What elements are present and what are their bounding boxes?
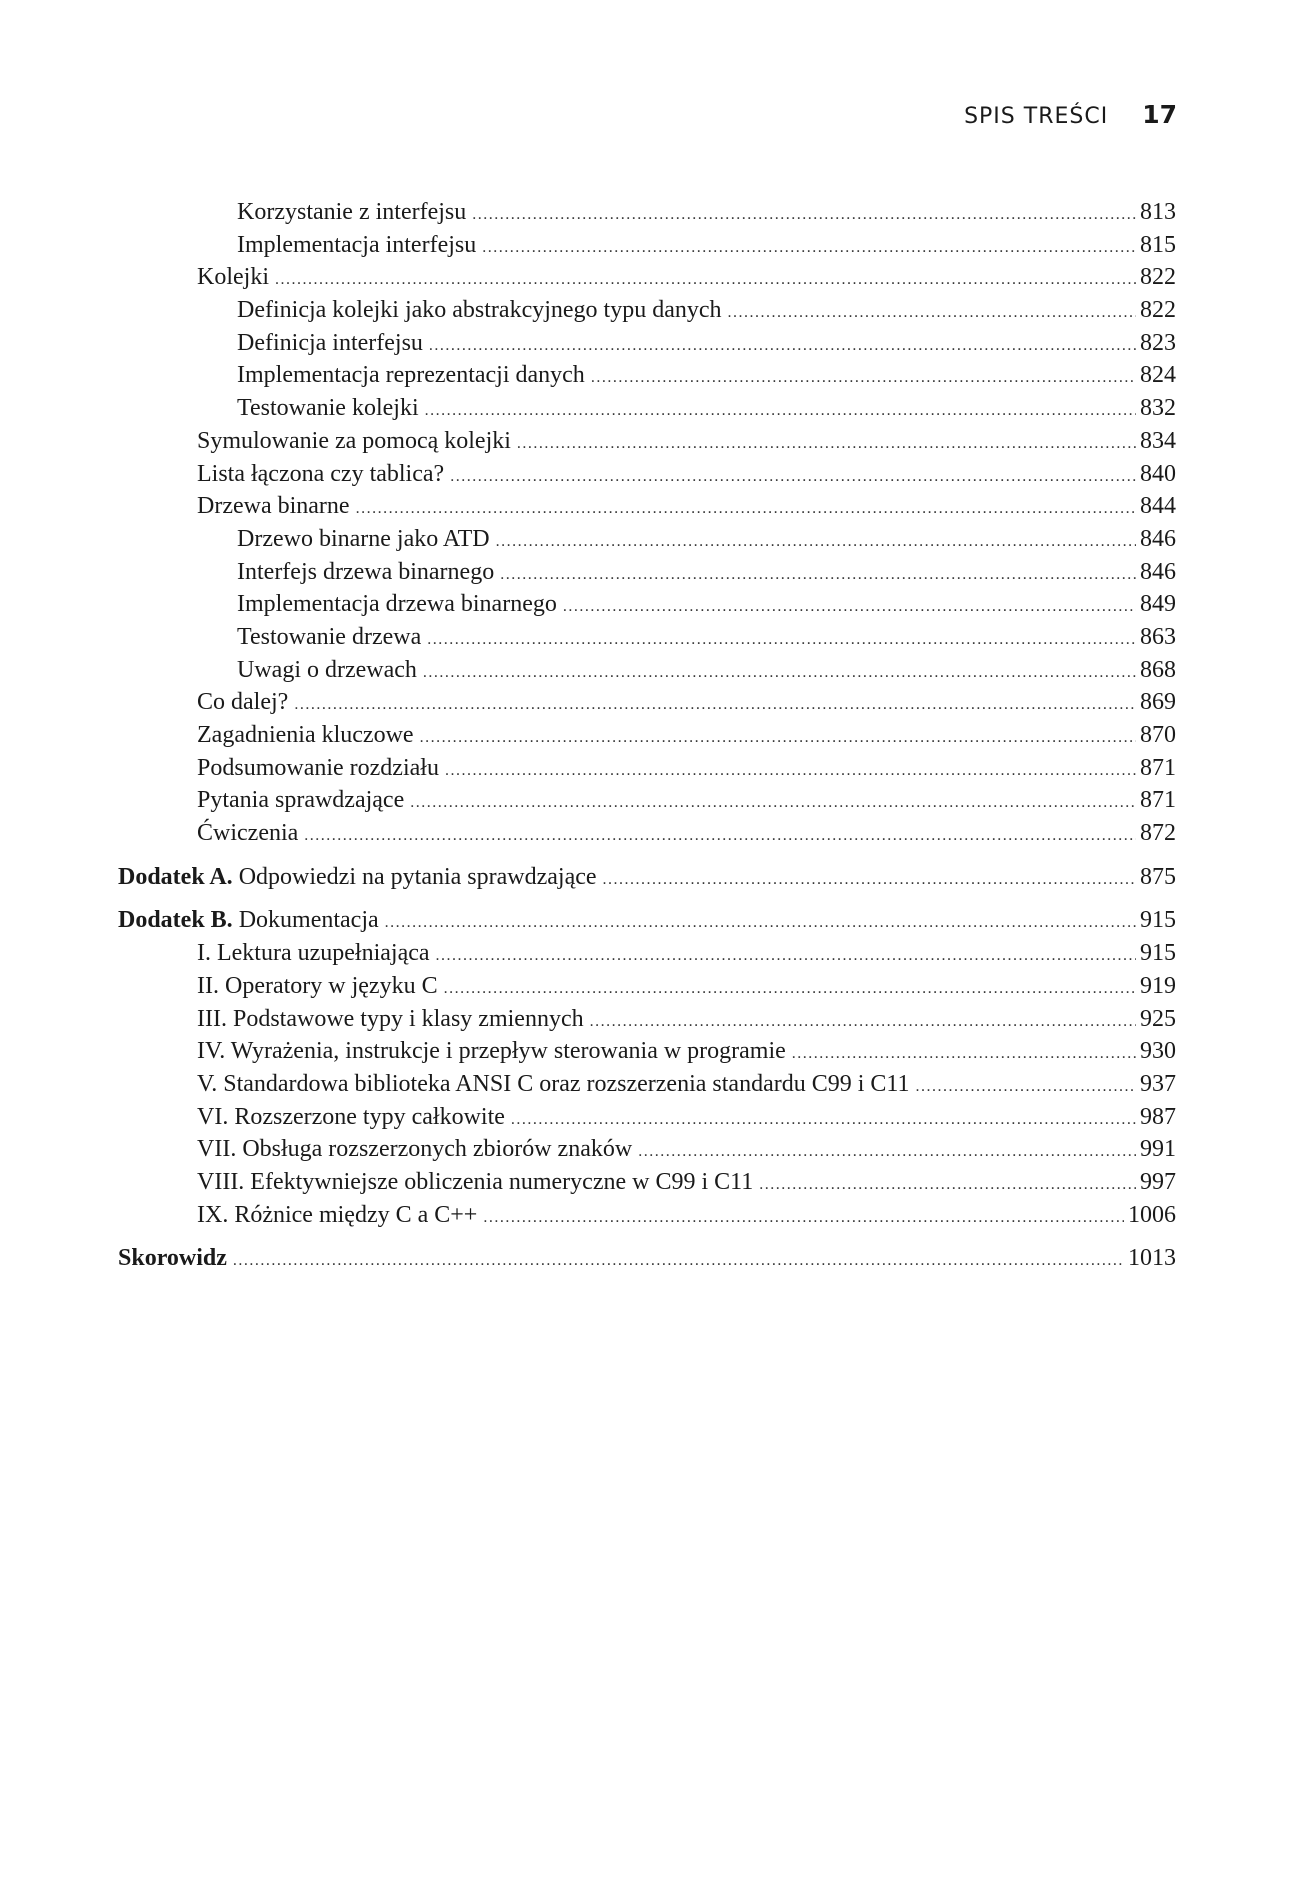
toc-entry-title: [197, 261, 269, 294]
toc-entry-title: [237, 556, 494, 589]
toc-entry-text: Interfejs drzewa binarnego: [237, 558, 495, 585]
dot-leader: [425, 395, 1136, 428]
toc-entry-title: [237, 588, 557, 621]
dot-leader: [728, 297, 1136, 330]
toc-page-number: 1006: [1128, 1201, 1176, 1228]
toc-entry: [118, 556, 1176, 589]
dot-leader: [304, 820, 1136, 853]
toc-entry-title: [197, 937, 430, 970]
dot-leader: [429, 330, 1136, 363]
toc-entry: [118, 937, 1176, 970]
dot-leader: [590, 1006, 1136, 1039]
toc-page-number: 832: [1140, 395, 1176, 422]
toc-page-number: 991: [1140, 1136, 1176, 1163]
dot-leader: [792, 1038, 1136, 1071]
toc-entry: [118, 1199, 1176, 1232]
dot-leader: [275, 264, 1136, 297]
toc-entry-text: Symulowanie za pomocą kolejki: [197, 427, 511, 454]
toc-entry: [118, 588, 1176, 621]
dot-leader: [496, 526, 1136, 559]
toc-entry-text: Co dalej?: [197, 689, 289, 716]
toc-entry: [118, 904, 1176, 937]
toc-entry-text: Ćwiczenia: [197, 820, 299, 847]
toc-entry-text: Kolejki: [197, 264, 269, 291]
toc-entry-title: [237, 654, 417, 687]
toc-entry-label: Dodatek B.: [118, 907, 233, 934]
toc-entry-text: Implementacja drzewa binarnego: [237, 591, 557, 618]
toc-entry-title: [197, 1003, 584, 1036]
toc-entry-title: [197, 817, 298, 850]
dot-leader: [483, 1202, 1124, 1235]
toc-entry: [118, 1166, 1176, 1199]
dot-leader: [638, 1136, 1136, 1169]
toc-entry-title: [237, 294, 722, 327]
toc-entry: [118, 654, 1176, 687]
dot-leader: [916, 1071, 1137, 1104]
toc-entry-title: [237, 327, 423, 360]
dot-leader: [233, 1245, 1124, 1278]
toc-entry-title: [118, 861, 597, 894]
dot-leader: [356, 493, 1136, 526]
toc-page-number: 930: [1140, 1038, 1176, 1065]
toc-entry-title: [197, 719, 414, 752]
toc-entry-title: [197, 1166, 753, 1199]
toc-entry: [118, 861, 1176, 894]
toc-entry: [118, 1101, 1176, 1134]
toc-page-number: 822: [1140, 264, 1176, 291]
toc-page-number: 834: [1140, 427, 1176, 454]
table-of-contents: [118, 196, 1176, 1275]
dot-leader: [385, 907, 1136, 940]
toc-entry-title: [237, 229, 476, 262]
toc-entry-text: Pytania sprawdzające: [197, 787, 405, 814]
toc-page-number: 997: [1140, 1168, 1176, 1195]
dot-leader: [444, 973, 1136, 1006]
toc-entry: [118, 392, 1176, 425]
toc-entry-text: Implementacja reprezentacji danych: [237, 362, 585, 389]
toc-page-number: 822: [1140, 297, 1176, 324]
toc-page-number: 925: [1140, 1005, 1176, 1032]
toc-entry-text: Testowanie kolejki: [237, 395, 419, 422]
toc-entry: [118, 327, 1176, 360]
toc-entry-title: [197, 1035, 786, 1068]
toc-page-number: 846: [1140, 525, 1176, 552]
toc-entry: [118, 196, 1176, 229]
dot-leader: [603, 864, 1136, 897]
toc-entry-text: Lista łączona czy tablica?: [197, 460, 445, 487]
toc-entry-title: [197, 686, 288, 719]
toc-entry-title: [197, 1068, 910, 1101]
toc-page-number: 813: [1140, 199, 1176, 225]
toc-entry-title: [237, 359, 585, 392]
toc-page-number: 872: [1140, 820, 1176, 847]
toc-page-number: 849: [1140, 591, 1176, 618]
toc-page-number: 846: [1140, 558, 1176, 585]
toc-entry-text: VII. Obsługa rozszerzonych zbiorów znaków: [197, 1136, 633, 1163]
toc-entry-text: Definicja kolejki jako abstrakcyjnego typu danych: [237, 297, 722, 324]
toc-entry: [118, 970, 1176, 1003]
dot-leader: [517, 428, 1136, 461]
dot-leader: [410, 787, 1136, 820]
toc-entry-title: [197, 425, 511, 458]
dot-leader: [423, 657, 1136, 690]
header-title: SPIS TREŚCI: [964, 104, 1109, 129]
toc-entry-title: [118, 1242, 227, 1275]
toc-entry: [118, 359, 1176, 392]
toc-entry: [118, 1035, 1176, 1068]
toc-entry-text: Korzystanie z interfejsu: [237, 199, 467, 225]
toc-entry-title: [118, 904, 379, 937]
running-header: [964, 100, 1177, 129]
toc-page-number: 815: [1140, 231, 1176, 258]
toc-entry: [118, 1242, 1176, 1275]
toc-page-number: 824: [1140, 362, 1176, 389]
dot-leader: [450, 461, 1136, 494]
toc-entry-text: VI. Rozszerzone typy całkowite: [197, 1103, 505, 1130]
dot-leader: [511, 1104, 1136, 1137]
dot-leader: [759, 1169, 1136, 1202]
toc-entry-title: [197, 784, 404, 817]
toc-page-number: 840: [1140, 460, 1176, 487]
toc-entry-text: Implementacja interfejsu: [237, 231, 477, 258]
toc-entry: [118, 1003, 1176, 1036]
toc-entry: [118, 458, 1176, 491]
toc-entry-text: Uwagi o drzewach: [237, 656, 417, 683]
toc-entry-title: [237, 621, 421, 654]
toc-entry-title: [197, 490, 350, 523]
toc-entry-text: Drzewa binarne: [197, 493, 350, 520]
toc-entry-text: V. Standardowa biblioteka ANSI C oraz rozszerzenia standardu C99 i C11: [197, 1070, 910, 1097]
toc-page-number: 987: [1140, 1103, 1176, 1130]
dot-leader: [563, 591, 1136, 624]
toc-entry-title: [197, 970, 438, 1003]
toc-entry: [118, 294, 1176, 327]
toc-entry-text: VIII. Efektywniejsze obliczenia numeryczne w C99 i C11: [197, 1168, 754, 1195]
toc-entry: [118, 425, 1176, 458]
toc-entry: [118, 261, 1176, 294]
toc-entry-text: Testowanie drzewa: [237, 623, 422, 650]
toc-page-number: 875: [1140, 863, 1176, 890]
toc-page-number: 870: [1140, 722, 1176, 748]
toc-entry-title: [197, 1101, 505, 1134]
toc-page-number: 823: [1140, 329, 1176, 356]
toc-entry-text: IV. Wyrażenia, instrukcje i przepływ sterowania w programie: [197, 1038, 786, 1065]
dot-leader: [294, 689, 1136, 722]
toc-entry: [118, 752, 1176, 785]
toc-entry: [118, 686, 1176, 719]
toc-entry-text: IX. Różnice między C a C++: [197, 1201, 478, 1228]
toc-entry-title: [237, 392, 419, 425]
toc-page-number: 871: [1140, 787, 1176, 814]
toc-page-number: 863: [1140, 623, 1176, 650]
toc-entry-title: [237, 523, 490, 556]
toc-page-number: 871: [1140, 754, 1176, 781]
toc-page-number: 919: [1140, 972, 1176, 999]
header-page-number: 17: [1142, 100, 1177, 129]
dot-leader: [500, 559, 1136, 592]
toc-entry-title: [197, 458, 444, 491]
toc-entry-text: Odpowiedzi na pytania sprawdzające: [232, 863, 597, 890]
toc-page-number: 868: [1140, 656, 1176, 683]
toc-entry-text: Definicja interfejsu: [237, 329, 423, 356]
dot-leader: [591, 362, 1136, 395]
toc-entry-text: III. Podstawowe typy i klasy zmiennych: [197, 1005, 584, 1032]
toc-entry: [118, 523, 1176, 556]
dot-leader: [427, 624, 1136, 657]
toc-entry: [118, 784, 1176, 817]
toc-page-number: 915: [1140, 907, 1176, 934]
toc-entry: [118, 490, 1176, 523]
toc-page-number: 869: [1140, 689, 1176, 716]
dot-leader: [482, 232, 1136, 265]
toc-entry-title: [197, 1199, 477, 1232]
toc-page-number: 844: [1140, 493, 1176, 520]
toc-page-number: 915: [1140, 940, 1176, 967]
toc-entry: [118, 817, 1176, 850]
toc-entry-text: I. Lektura uzupełniająca: [197, 940, 430, 967]
toc-page-number: 937: [1140, 1070, 1176, 1097]
toc-entry-title: [197, 752, 439, 785]
toc-entry: [118, 621, 1176, 654]
dot-leader: [472, 199, 1136, 232]
dot-leader: [420, 722, 1136, 755]
toc-entry: [118, 1068, 1176, 1101]
toc-entry-text: Zagadnienia kluczowe: [197, 722, 414, 748]
toc-entry-title: [197, 1133, 632, 1166]
toc-entry-text: II. Operatory w języku C: [197, 972, 438, 999]
toc-page-number: 1013: [1128, 1245, 1176, 1272]
toc-entry-label: Dodatek A.: [118, 863, 233, 890]
toc-entry-text: Podsumowanie rozdziału: [197, 754, 439, 781]
toc-entry: [118, 1133, 1176, 1166]
toc-entry-text: Drzewo binarne jako ATD: [237, 525, 490, 552]
dot-leader: [445, 755, 1136, 788]
toc-entry-title: [237, 196, 466, 229]
toc-entry: [118, 719, 1176, 752]
toc-entry: [118, 229, 1176, 262]
dot-leader: [436, 940, 1136, 973]
toc-entry-label: Skorowidz: [118, 1245, 227, 1272]
toc-entry-text: Dokumentacja: [232, 907, 379, 934]
